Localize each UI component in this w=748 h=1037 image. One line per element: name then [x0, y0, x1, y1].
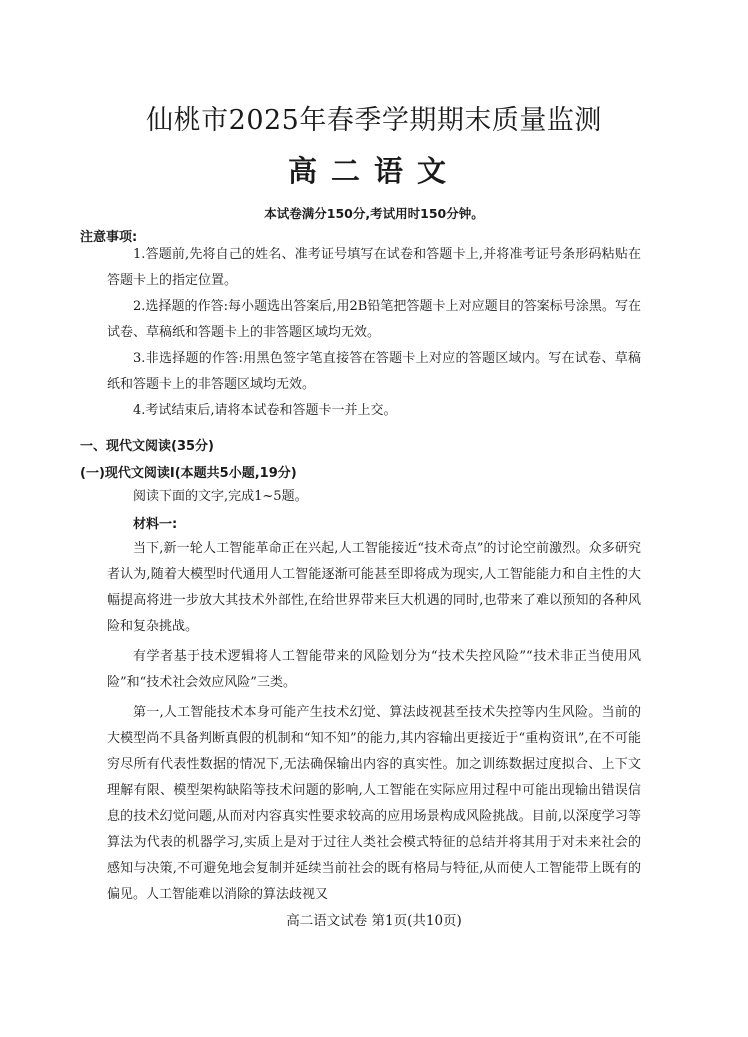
notice-item-2: 2.选择题的作答:每小题选出答案后,用2B铅笔把答题卡上对应题目的答案标号涂黑。写在试卷、草稿纸和答题卡上的非答题区域均无效。: [107, 299, 641, 340]
notice-heading: 注意事项:: [80, 230, 138, 245]
subject-title: 高二语文: [287, 154, 460, 188]
section-heading: 一、现代文阅读(35分): [80, 439, 214, 454]
notice-item-4: 4.考试结束后,请将本试卷和答题卡一并上交。: [133, 403, 397, 418]
page-footer: 高二语文试卷 第1页(共10页): [286, 913, 462, 929]
subsection-heading: (一)现代文阅读Ⅰ(本题共5小题,19分): [80, 466, 297, 481]
material-paragraph-3: 第一,人工智能技术本身可能产生技术幻觉、算法歧视甚至技术失控等内生风险。当前的大模型尚不具备判断真假的机制和“知不知”的能力,其内容输出更接近于“重构资讯”,在不可能穷尽所有代表性数据的情况下,无法确保输出内容的真实性。加之训练数据过度拟合、上下文理解有限、模型架构缺陷等技术问题的影响,人工智能在实际应用过程中可能出现输出错误信息的技术幻觉问题,从而对内容真实性要求较高的应用场景构成风险挑战。目前,以深度学习等算法为代表的机器学习,实质上是对于过往人类社会模式特征的总结并将其用于对未来社会的感知与决策,不可避免地会复制并延续当前社会的既有格局与特征,从而使人工智能带上既有的偏见。人工智能难以消除的算法歧视又: [107, 705, 641, 902]
exam-title: 仙桃市2025年春季学期期末质量监测: [146, 105, 602, 136]
material-paragraph-1: 当下,新一轮人工智能革命正在兴起,人工智能接近“技术奇点”的讨论空前激烈。众多研究者认为,随着大模型时代通用人工智能逐渐可能甚至即将成为现实,人工智能能力和自主性的大幅提高将进一步放大其技术外部性,在给世界带来巨大机遇的同时,也带来了难以预知的各种风险和复杂挑战。: [107, 541, 641, 634]
material-paragraph-2: 有学者基于技术逻辑将人工智能带来的风险划分为“技术失控风险”“技术非正当使用风险”和“技术社会效应风险”三类。: [107, 649, 641, 690]
score-time-line: 本试卷满分150分,考试用时150分钟。: [264, 206, 484, 221]
notice-item-3: 3.非选择题的作答:用黑色签字笔直接答在答题卡上对应的答题区域内。写在试卷、草稿纸和答题卡上的非答题区域均无效。: [107, 351, 641, 392]
material-label: 材料一:: [133, 517, 178, 532]
reading-instruction: 阅读下面的文字,完成1~5题。: [133, 489, 308, 504]
notice-item-1: 1.答题前,先将自己的姓名、准考证号填写在试卷和答题卡上,并将准考证号条形码粘贴在答题卡上的指定位置。: [107, 247, 641, 288]
